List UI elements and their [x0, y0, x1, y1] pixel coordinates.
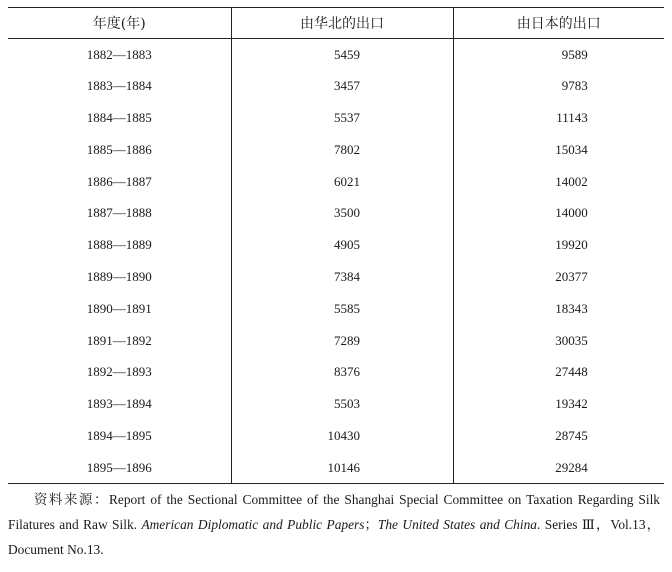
- data-table-container: [8, 7, 664, 484]
- cell-japan-export-value: 19342: [555, 396, 588, 412]
- source-note: [8, 487, 660, 562]
- cell-japan-export: [453, 261, 664, 293]
- cell-north-china-export-value: 7802: [334, 141, 360, 157]
- cell-year: 1886—1887: [86, 173, 152, 189]
- cell-north-china-export: [231, 356, 453, 388]
- table-row: [8, 356, 664, 388]
- cell-north-china-export-value: 5585: [334, 300, 360, 316]
- table-row: [8, 229, 664, 261]
- source-text-2: . Series Ⅲ，Vol.13，Document No.13.: [8, 517, 661, 557]
- table-row: [8, 166, 664, 198]
- table-row: [8, 293, 664, 325]
- source-italic-2: The United States and China: [377, 517, 537, 532]
- cell-japan-export-value: 9589: [561, 46, 588, 62]
- cell-japan-export: [453, 325, 664, 357]
- cell-year: 1895—1896: [8, 452, 231, 484]
- cell-year: 1884—1885: [86, 109, 152, 125]
- header-north-china-export: 由华北的出口: [231, 8, 453, 39]
- cell-north-china-export-value: 6021: [334, 173, 360, 189]
- cell-japan-export-value: 30035: [555, 332, 588, 348]
- cell-north-china-export: [231, 261, 453, 293]
- cell-japan-export-value: 27448: [555, 364, 588, 380]
- cell-japan-export: [453, 229, 664, 261]
- table-row: [8, 261, 664, 293]
- cell-japan-export: [453, 166, 664, 198]
- header-year: 年度(年): [8, 8, 231, 39]
- cell-year: 1891—1892: [86, 332, 152, 348]
- cell-north-china-export-value: 5459: [334, 46, 360, 62]
- cell-north-china-export-value: 7289: [334, 332, 360, 348]
- cell-year: 1893—1894: [86, 396, 152, 412]
- cell-japan-export: [453, 102, 664, 134]
- cell-north-china-export-value: 5503: [334, 396, 360, 412]
- cell-japan-export-value: 15034: [555, 141, 588, 157]
- source-italic-1: American Diplomatic and Public Papers: [141, 517, 365, 532]
- cell-year: 1889—1890: [86, 268, 152, 284]
- cell-japan-export-value: 28745: [555, 427, 588, 443]
- cell-japan-export: [453, 293, 664, 325]
- cell-japan-export: [453, 420, 664, 452]
- cell-japan-export-value: 29284: [555, 459, 588, 475]
- cell-year: 1883—1884: [86, 78, 152, 94]
- cell-japan-export-value: 19920: [555, 237, 588, 253]
- table-row: [8, 452, 664, 484]
- cell-north-china-export: [231, 293, 453, 325]
- cell-year: 1882—1883: [86, 46, 152, 62]
- cell-japan-export-value: 14002: [555, 173, 588, 189]
- export-table: [8, 7, 664, 484]
- cell-north-china-export-value: 4905: [334, 237, 360, 253]
- cell-japan-export: [453, 70, 664, 102]
- cell-north-china-export-value: 8376: [334, 364, 360, 380]
- cell-north-china-export-value: 5537: [334, 109, 360, 125]
- cell-japan-export-value: 18343: [555, 300, 588, 316]
- cell-japan-export: [453, 452, 664, 484]
- table-row: [8, 134, 664, 166]
- cell-north-china-export-value: 7384: [334, 268, 360, 284]
- table-row: [8, 420, 664, 452]
- table-row: [8, 70, 664, 102]
- source-text-1: Report of the Sectional Committee of the Shanghai Special Committee on Taxation Regarding Silk Filatures and Raw Silk.: [8, 492, 661, 532]
- cell-year: 1887—1888: [86, 205, 152, 221]
- cell-japan-export-value: 9783: [561, 78, 588, 94]
- cell-year: 1894—1895: [86, 427, 152, 443]
- cell-north-china-export-value: 10430: [327, 427, 360, 443]
- source-separator: ；: [364, 517, 378, 532]
- cell-japan-export: [453, 388, 664, 420]
- cell-north-china-export: [231, 420, 453, 452]
- cell-north-china-export: [231, 102, 453, 134]
- cell-north-china-export: [231, 166, 453, 198]
- header-japan-export: 由日本的出口: [453, 8, 664, 39]
- table-row: [8, 388, 664, 420]
- cell-north-china-export: [231, 70, 453, 102]
- cell-japan-export-value: 14000: [555, 205, 588, 221]
- table-row: [8, 39, 664, 71]
- cell-north-china-export: [231, 197, 453, 229]
- table-header-row: [8, 8, 664, 39]
- cell-north-china-export: [231, 134, 453, 166]
- cell-japan-export: [453, 197, 664, 229]
- cell-year: 1888—1889: [86, 237, 152, 253]
- cell-north-china-export: [231, 325, 453, 357]
- cell-year: 1892—1893: [86, 364, 152, 380]
- cell-japan-export: [453, 356, 664, 388]
- cell-north-china-export: [231, 229, 453, 261]
- cell-north-china-export-value: 3457: [334, 78, 360, 94]
- cell-japan-export: [453, 134, 664, 166]
- cell-north-china-export: [231, 388, 453, 420]
- cell-year: 1885—1886: [86, 141, 152, 157]
- source-label: 资料来源：: [34, 492, 109, 507]
- cell-year: 1890—1891: [86, 300, 152, 316]
- cell-japan-export-value: 20377: [555, 268, 588, 284]
- table-body: [8, 39, 664, 484]
- cell-north-china-export-value: 3500: [334, 205, 360, 221]
- cell-north-china-export-value: 10146: [327, 459, 360, 475]
- cell-north-china-export: [231, 452, 453, 484]
- cell-north-china-export: [231, 39, 453, 71]
- cell-japan-export-value: 11143: [556, 109, 588, 125]
- table-row: [8, 102, 664, 134]
- table-row: [8, 197, 664, 229]
- cell-japan-export: [453, 39, 664, 71]
- table-row: [8, 325, 664, 357]
